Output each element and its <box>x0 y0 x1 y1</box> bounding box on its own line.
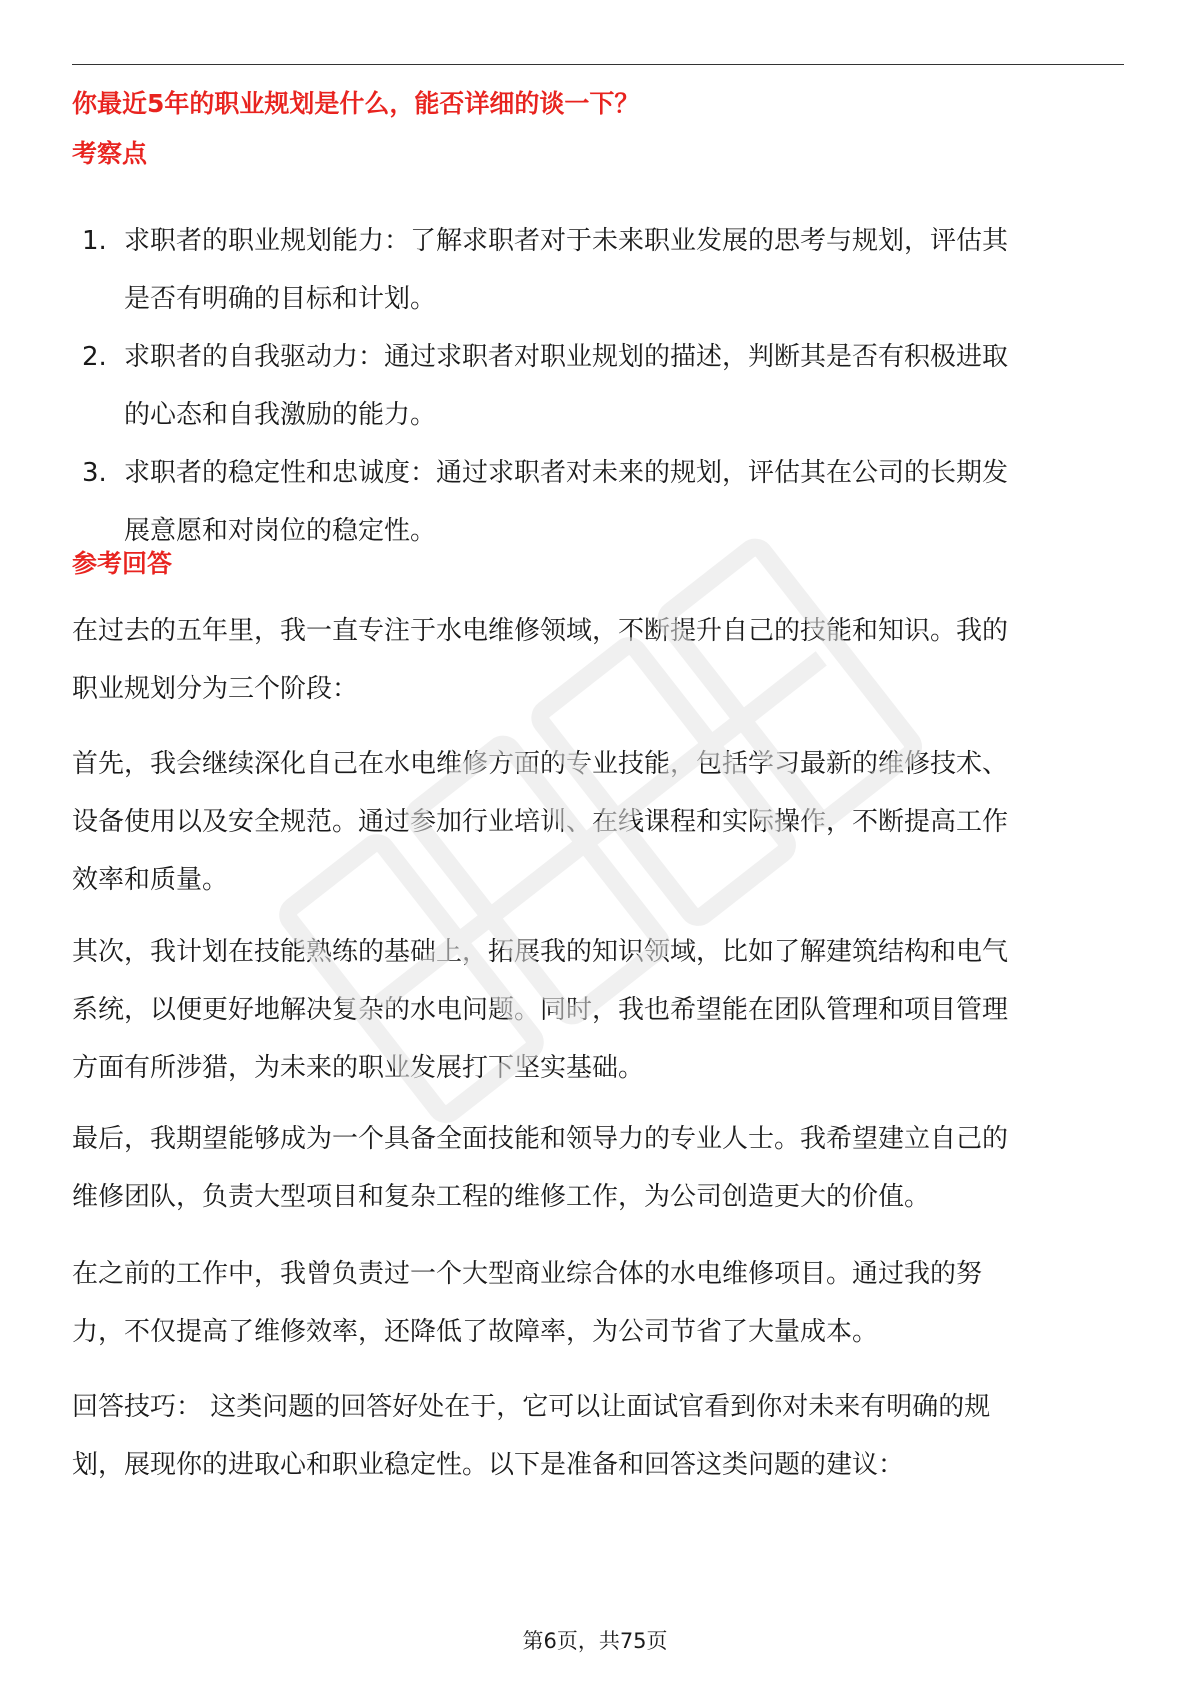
paragraph: 在之前的工作中，我曾负责过一个大型商业综合体的水电维修项目。通过我的努 力，不仅提高了维修效率，还降低了故障率，为公司节省了大量成本。 <box>72 1259 983 1347</box>
question-title: 你最近5年的职业规划是什么，能否详细的谈一下？ <box>72 89 640 118</box>
paragraph: 其次，我计划在技能熟练的基础上，拓展我的知识领域，比如了解建筑结构和电气 系统，以便更好地解决复杂的水电问题。同时，我也希望能在团队管理和项目管理 方面有所涉猎，为未来的职业发展打下坚实基础。 <box>72 937 1009 1083</box>
points-heading: 考察点 <box>72 139 148 168</box>
top-divider <box>72 64 1124 65</box>
points-list <box>72 212 1124 560</box>
paragraph: 回答技巧： 这类问题的回答好处在于，它可以让面试官看到你对未来有明确的规 划，展现你的进取心和职业稳定性。以下是准备和回答这类问题的建议： <box>72 1392 991 1480</box>
list-item: 2. 求职者的自我驱动力：通过求职者对职业规划的描述，判断其是否有积极进取 的心态和自我激励的能力。 <box>82 342 1009 430</box>
answer-heading: 参考回答 <box>72 549 173 578</box>
paragraph: 在过去的五年里，我一直专注于水电维修领域，不断提升自己的技能和知识。我的 职业规划分为三个阶段： <box>72 616 1009 704</box>
paragraph: 首先，我会继续深化自己在水电维修方面的专业技能，包括学习最新的维修技术、 设备使用以及安全规范。通过参加行业培训、在线课程和实际操作，不断提高工作 效率和质量。 <box>72 749 1009 895</box>
list-item: 3. 求职者的稳定性和忠诚度：通过求职者对未来的规划，评估其在公司的长期发 展意愿和对岗位的稳定性。 <box>82 458 1009 546</box>
page-number: 第6页，共75页 <box>522 1629 668 1653</box>
list-item: 1. 求职者的职业规划能力：了解求职者对于未来职业发展的思考与规划，评估其 是否有明确的目标和计划。 <box>82 226 1009 314</box>
paragraph: 最后，我期望能够成为一个具备全面技能和领导力的专业人士。我希望建立自己的 维修团队，负责大型项目和复杂工程的维修工作，为公司创造更大的价值。 <box>72 1124 1009 1212</box>
